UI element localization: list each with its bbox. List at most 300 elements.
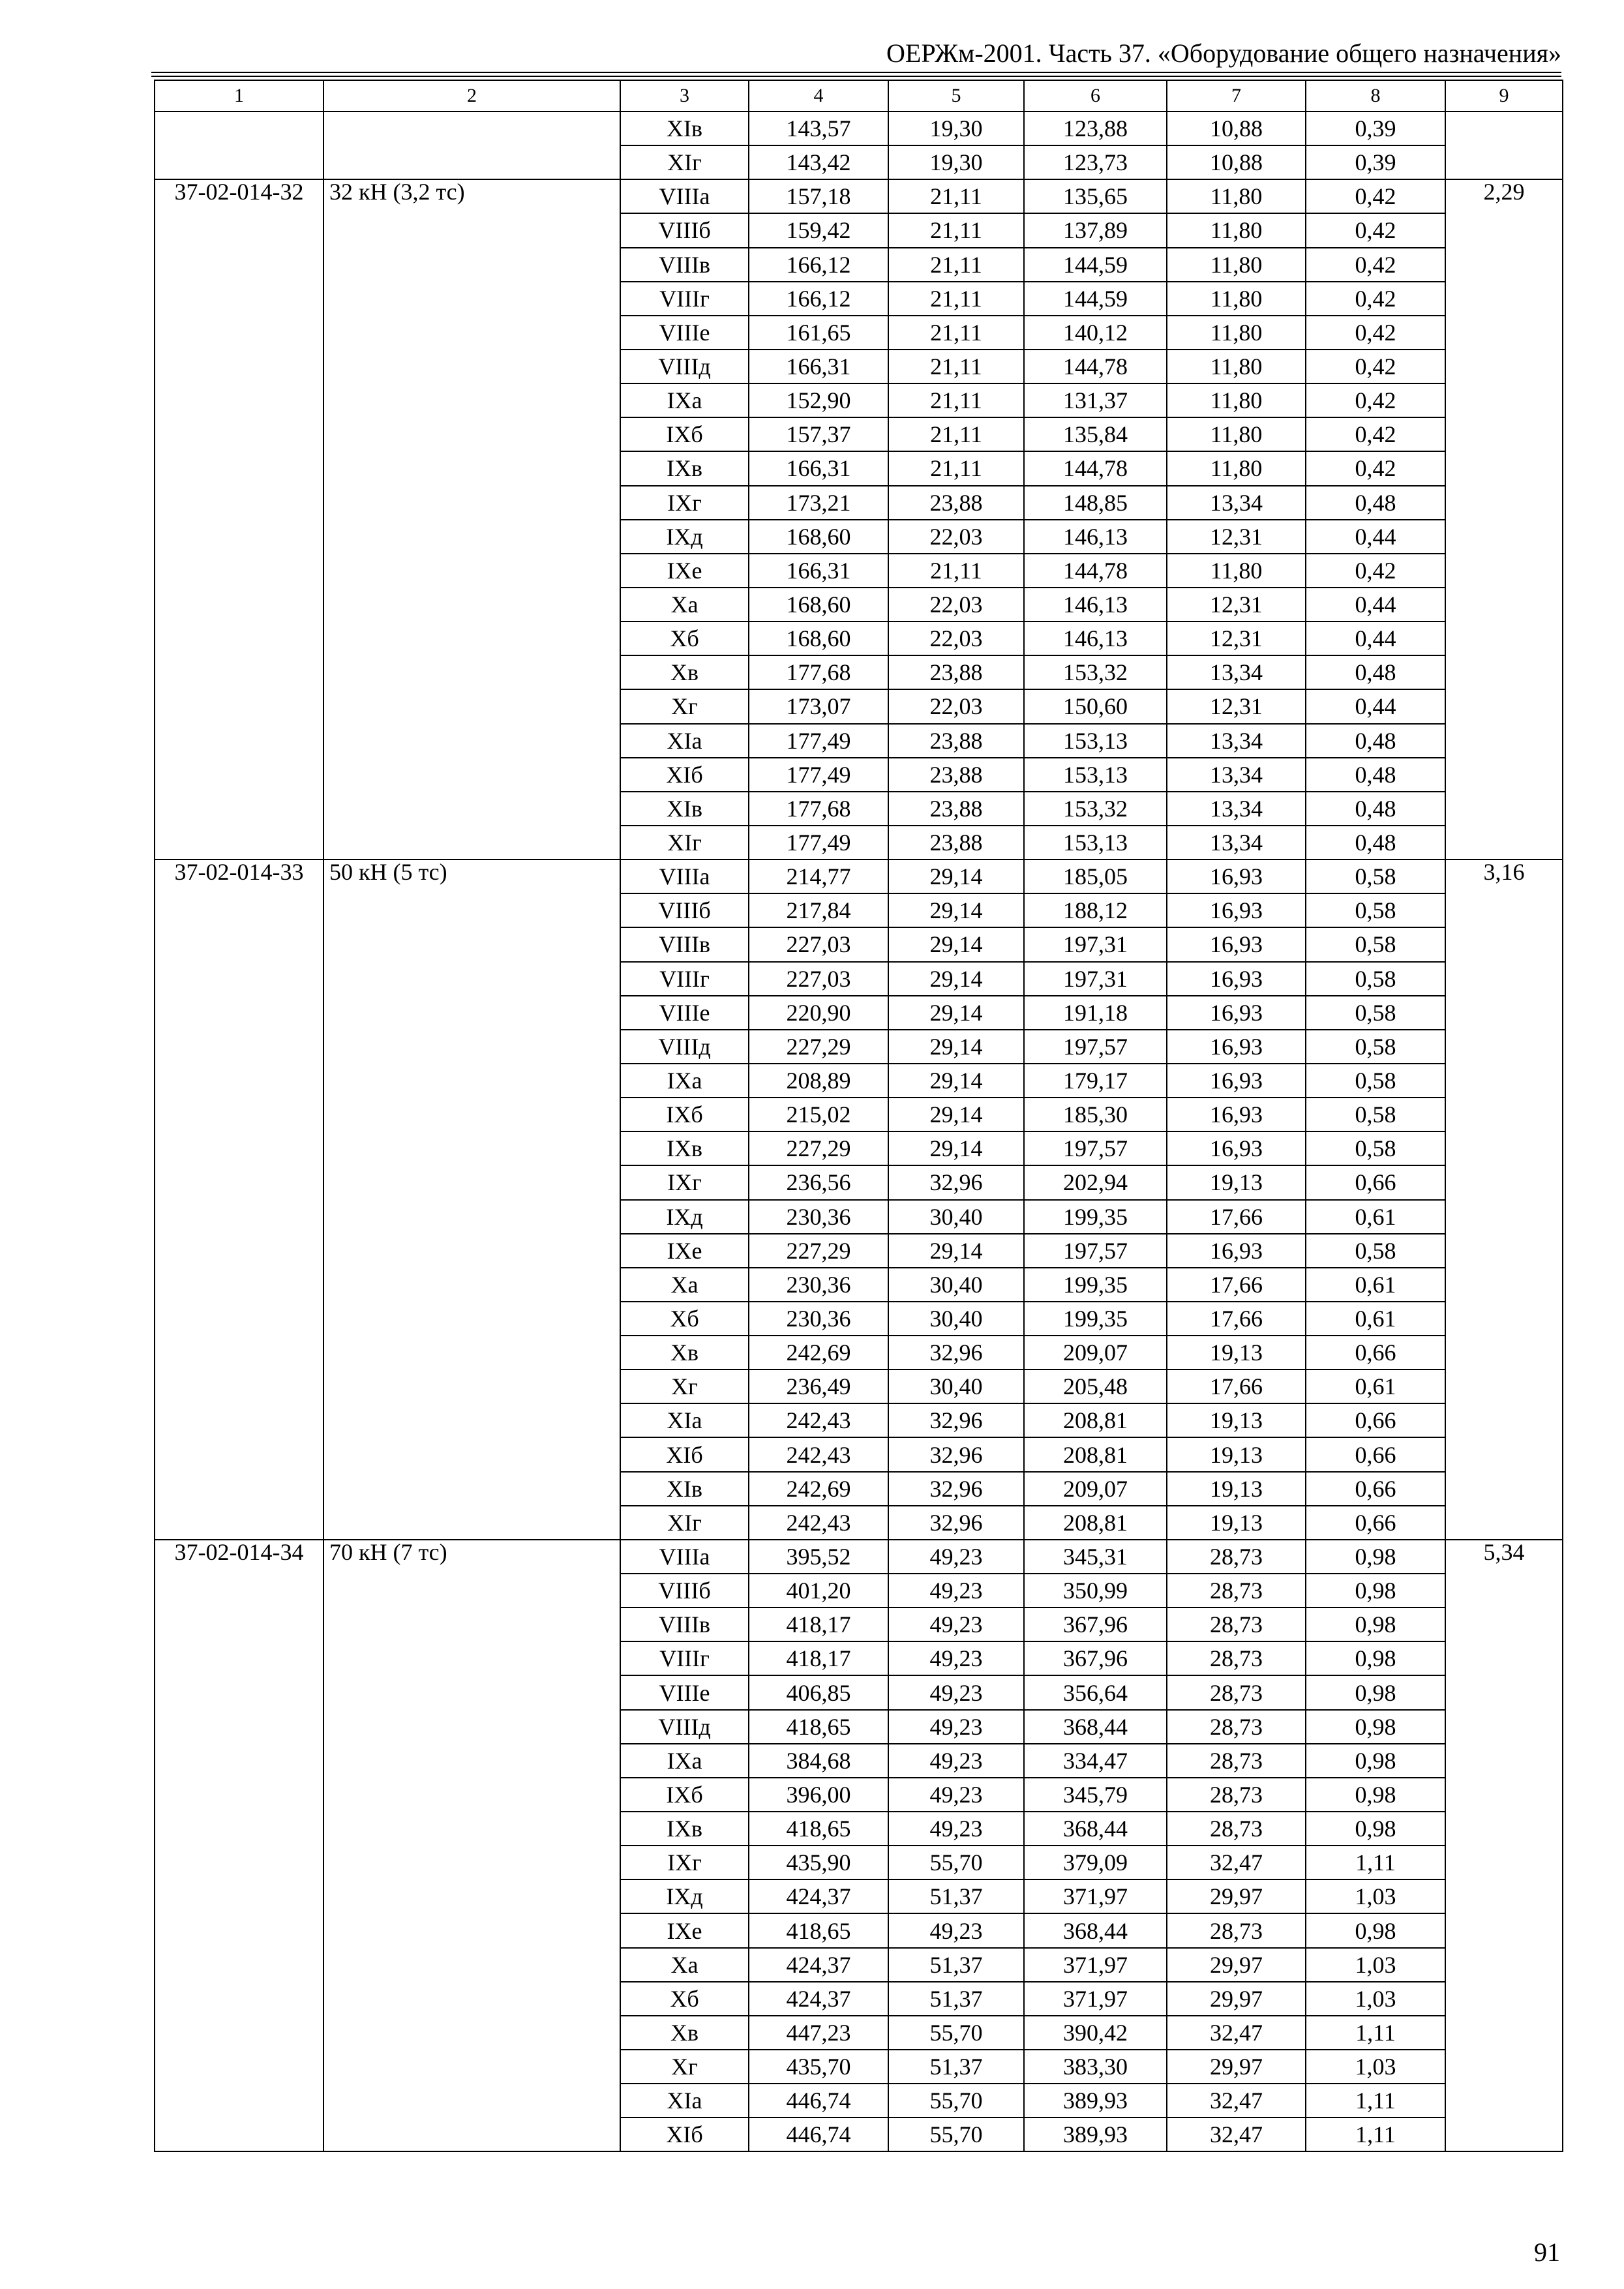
value-cell: 32,96 xyxy=(888,1472,1024,1506)
column-number: 3 xyxy=(620,80,749,112)
value-cell: 16,93 xyxy=(1167,996,1306,1030)
value-cell: 177,49 xyxy=(749,724,888,758)
value-cell: 21,11 xyxy=(888,554,1024,588)
value-cell: 220,90 xyxy=(749,996,888,1030)
value-cell: 29,97 xyxy=(1167,2050,1306,2084)
value-cell: 0,48 xyxy=(1306,758,1445,792)
value-cell: 197,57 xyxy=(1024,1131,1167,1165)
value-cell: 32,47 xyxy=(1167,1846,1306,1879)
value-cell: 227,29 xyxy=(749,1234,888,1268)
zone-cell: Xг xyxy=(620,1369,749,1403)
zone-cell: VIIIа xyxy=(620,179,749,213)
zone-cell: IXд xyxy=(620,520,749,554)
value-cell: 21,11 xyxy=(888,417,1024,451)
value-cell: 29,14 xyxy=(888,962,1024,996)
value-cell: 202,94 xyxy=(1024,1165,1167,1199)
value-cell: 435,70 xyxy=(749,2050,888,2084)
zone-cell: VIIIб xyxy=(620,213,749,247)
zone-cell: Xв xyxy=(620,2016,749,2050)
value-cell: 389,93 xyxy=(1024,2117,1167,2151)
value-cell: 0,98 xyxy=(1306,1710,1445,1744)
value-cell: 379,09 xyxy=(1024,1846,1167,1879)
value-cell: 21,11 xyxy=(888,350,1024,383)
value-cell: 0,58 xyxy=(1306,1234,1445,1268)
zone-cell: Xб xyxy=(620,1302,749,1336)
value-cell: 13,34 xyxy=(1167,758,1306,792)
value-cell: 0,58 xyxy=(1306,996,1445,1030)
column-number: 5 xyxy=(888,80,1024,112)
zone-cell: XIв xyxy=(620,112,749,145)
zone-cell: IXв xyxy=(620,1812,749,1846)
value-cell: 0,42 xyxy=(1306,248,1445,282)
item-total: 3,16 xyxy=(1445,860,1563,1540)
value-cell: 177,68 xyxy=(749,792,888,826)
value-cell: 12,31 xyxy=(1167,520,1306,554)
value-cell: 16,93 xyxy=(1167,893,1306,927)
value-cell: 21,11 xyxy=(888,248,1024,282)
value-cell: 208,89 xyxy=(749,1064,888,1098)
value-cell: 395,52 xyxy=(749,1540,888,1574)
value-cell: 28,73 xyxy=(1167,1641,1306,1675)
value-cell: 242,69 xyxy=(749,1472,888,1506)
value-cell: 0,98 xyxy=(1306,1608,1445,1641)
value-cell: 0,61 xyxy=(1306,1268,1445,1302)
value-cell: 0,98 xyxy=(1306,1913,1445,1947)
value-cell: 30,40 xyxy=(888,1302,1024,1336)
column-number: 9 xyxy=(1445,80,1563,112)
zone-cell: VIIIе xyxy=(620,996,749,1030)
value-cell: 23,88 xyxy=(888,758,1024,792)
value-cell: 0,48 xyxy=(1306,826,1445,860)
value-cell: 1,11 xyxy=(1306,2117,1445,2151)
value-cell: 11,80 xyxy=(1167,179,1306,213)
value-cell: 242,43 xyxy=(749,1437,888,1471)
value-cell: 0,39 xyxy=(1306,112,1445,145)
value-cell: 17,66 xyxy=(1167,1369,1306,1403)
item-code: 37-02-014-34 xyxy=(155,1540,323,2152)
value-cell: 144,78 xyxy=(1024,451,1167,485)
value-cell: 446,74 xyxy=(749,2117,888,2151)
value-cell: 424,37 xyxy=(749,1982,888,2016)
value-cell: 227,03 xyxy=(749,962,888,996)
value-cell: 32,96 xyxy=(888,1437,1024,1471)
value-cell: 1,03 xyxy=(1306,1948,1445,1982)
value-cell: 185,05 xyxy=(1024,860,1167,893)
zone-cell: IXа xyxy=(620,1064,749,1098)
value-cell: 51,37 xyxy=(888,1948,1024,1982)
value-cell: 29,97 xyxy=(1167,1982,1306,2016)
value-cell: 345,31 xyxy=(1024,1540,1167,1574)
value-cell: 29,14 xyxy=(888,1064,1024,1098)
value-cell: 230,36 xyxy=(749,1200,888,1234)
value-cell: 49,23 xyxy=(888,1778,1024,1812)
value-cell: 16,93 xyxy=(1167,1030,1306,1064)
table-row xyxy=(155,179,1563,213)
value-cell: 0,42 xyxy=(1306,282,1445,316)
value-cell: 28,73 xyxy=(1167,1913,1306,1947)
value-cell: 1,11 xyxy=(1306,1846,1445,1879)
zone-cell: XIа xyxy=(620,1403,749,1437)
value-cell: 447,23 xyxy=(749,2016,888,2050)
value-cell: 21,11 xyxy=(888,179,1024,213)
zone-cell: XIа xyxy=(620,724,749,758)
value-cell: 153,32 xyxy=(1024,792,1167,826)
value-cell: 209,07 xyxy=(1024,1472,1167,1506)
item-total: 2,29 xyxy=(1445,179,1563,860)
value-cell: 418,65 xyxy=(749,1913,888,1947)
value-cell: 166,12 xyxy=(749,282,888,316)
value-cell: 135,65 xyxy=(1024,179,1167,213)
value-cell: 153,32 xyxy=(1024,655,1167,689)
value-cell: 1,03 xyxy=(1306,2050,1445,2084)
value-cell: 0,44 xyxy=(1306,588,1445,621)
value-cell: 32,96 xyxy=(888,1403,1024,1437)
page-number: 91 xyxy=(1534,2237,1560,2267)
value-cell: 11,80 xyxy=(1167,282,1306,316)
item-code: 37-02-014-32 xyxy=(155,179,323,860)
value-cell: 51,37 xyxy=(888,1982,1024,2016)
zone-cell: XIг xyxy=(620,145,749,179)
value-cell: 0,98 xyxy=(1306,1540,1445,1574)
value-cell: 230,36 xyxy=(749,1268,888,1302)
value-cell: 159,42 xyxy=(749,213,888,247)
zone-cell: XIа xyxy=(620,2084,749,2117)
value-cell: 12,31 xyxy=(1167,588,1306,621)
value-cell: 144,78 xyxy=(1024,350,1167,383)
page-header: ОЕРЖм-2001. Часть 37. «Оборудование общего назначения» xyxy=(886,38,1561,68)
value-cell: 28,73 xyxy=(1167,1710,1306,1744)
zone-cell: XIб xyxy=(620,1437,749,1471)
value-cell: 0,61 xyxy=(1306,1200,1445,1234)
value-cell: 446,74 xyxy=(749,2084,888,2117)
value-cell: 28,73 xyxy=(1167,1675,1306,1709)
value-cell: 384,68 xyxy=(749,1744,888,1778)
table-row xyxy=(155,860,1563,893)
value-cell: 146,13 xyxy=(1024,520,1167,554)
value-cell: 32,96 xyxy=(888,1165,1024,1199)
zone-cell: IXа xyxy=(620,383,749,417)
value-cell: 28,73 xyxy=(1167,1574,1306,1608)
value-cell: 153,13 xyxy=(1024,758,1167,792)
value-cell: 0,66 xyxy=(1306,1506,1445,1540)
zone-cell: Xг xyxy=(620,2050,749,2084)
value-cell: 0,66 xyxy=(1306,1403,1445,1437)
value-cell: 177,49 xyxy=(749,758,888,792)
value-cell: 28,73 xyxy=(1167,1608,1306,1641)
zone-cell: VIIIв xyxy=(620,927,749,961)
value-cell: 148,85 xyxy=(1024,486,1167,520)
zone-cell: XIб xyxy=(620,758,749,792)
zone-cell: IXд xyxy=(620,1879,749,1913)
value-cell: 0,48 xyxy=(1306,724,1445,758)
value-cell: 208,81 xyxy=(1024,1506,1167,1540)
value-cell: 242,69 xyxy=(749,1336,888,1369)
value-cell: 188,12 xyxy=(1024,893,1167,927)
value-cell: 17,66 xyxy=(1167,1302,1306,1336)
value-cell: 28,73 xyxy=(1167,1812,1306,1846)
value-cell: 135,84 xyxy=(1024,417,1167,451)
value-cell: 173,07 xyxy=(749,689,888,723)
value-cell: 401,20 xyxy=(749,1574,888,1608)
value-cell: 32,96 xyxy=(888,1506,1024,1540)
zone-cell: IXб xyxy=(620,1778,749,1812)
column-number: 6 xyxy=(1024,80,1167,112)
value-cell: 55,70 xyxy=(888,2084,1024,2117)
table-row xyxy=(155,1540,1563,1574)
value-cell: 166,31 xyxy=(749,451,888,485)
price-table xyxy=(154,80,1563,2152)
value-cell: 19,30 xyxy=(888,112,1024,145)
value-cell: 49,23 xyxy=(888,1675,1024,1709)
value-cell: 10,88 xyxy=(1167,112,1306,145)
value-cell: 23,88 xyxy=(888,724,1024,758)
zone-cell: IXг xyxy=(620,486,749,520)
value-cell: 0,44 xyxy=(1306,520,1445,554)
value-cell: 23,88 xyxy=(888,655,1024,689)
value-cell: 0,58 xyxy=(1306,1030,1445,1064)
item-name: 50 кН (5 тс) xyxy=(323,860,620,1540)
value-cell: 191,18 xyxy=(1024,996,1167,1030)
value-cell: 179,17 xyxy=(1024,1064,1167,1098)
value-cell: 11,80 xyxy=(1167,417,1306,451)
zone-cell: VIIIа xyxy=(620,1540,749,1574)
value-cell: 49,23 xyxy=(888,1710,1024,1744)
value-cell: 11,80 xyxy=(1167,248,1306,282)
value-cell: 13,34 xyxy=(1167,724,1306,758)
zone-cell: VIIIд xyxy=(620,1710,749,1744)
value-cell: 144,59 xyxy=(1024,282,1167,316)
value-cell: 0,66 xyxy=(1306,1472,1445,1506)
value-cell: 215,02 xyxy=(749,1098,888,1131)
value-cell: 29,14 xyxy=(888,893,1024,927)
value-cell: 29,14 xyxy=(888,1030,1024,1064)
value-cell: 143,57 xyxy=(749,112,888,145)
item-name xyxy=(323,112,620,179)
value-cell: 166,31 xyxy=(749,554,888,588)
value-cell: 157,18 xyxy=(749,179,888,213)
value-cell: 11,80 xyxy=(1167,350,1306,383)
zone-cell: Xа xyxy=(620,588,749,621)
zone-cell: VIIIб xyxy=(620,1574,749,1608)
value-cell: 0,48 xyxy=(1306,486,1445,520)
value-cell: 371,97 xyxy=(1024,1982,1167,2016)
value-cell: 0,66 xyxy=(1306,1165,1445,1199)
value-cell: 236,49 xyxy=(749,1369,888,1403)
value-cell: 22,03 xyxy=(888,689,1024,723)
value-cell: 197,31 xyxy=(1024,962,1167,996)
value-cell: 55,70 xyxy=(888,1846,1024,1879)
value-cell: 19,13 xyxy=(1167,1506,1306,1540)
value-cell: 30,40 xyxy=(888,1268,1024,1302)
value-cell: 16,93 xyxy=(1167,1064,1306,1098)
zone-cell: IXв xyxy=(620,451,749,485)
value-cell: 12,31 xyxy=(1167,689,1306,723)
column-number: 4 xyxy=(749,80,888,112)
zone-cell: IXе xyxy=(620,1913,749,1947)
value-cell: 21,11 xyxy=(888,316,1024,350)
value-cell: 334,47 xyxy=(1024,1744,1167,1778)
value-cell: 23,88 xyxy=(888,792,1024,826)
value-cell: 22,03 xyxy=(888,520,1024,554)
zone-cell: IXа xyxy=(620,1744,749,1778)
value-cell: 435,90 xyxy=(749,1846,888,1879)
value-cell: 367,96 xyxy=(1024,1608,1167,1641)
value-cell: 418,17 xyxy=(749,1641,888,1675)
zone-cell: VIIIг xyxy=(620,282,749,316)
zone-cell: IXб xyxy=(620,417,749,451)
zone-cell: XIг xyxy=(620,1506,749,1540)
value-cell: 29,14 xyxy=(888,860,1024,893)
value-cell: 368,44 xyxy=(1024,1710,1167,1744)
value-cell: 13,34 xyxy=(1167,655,1306,689)
value-cell: 13,34 xyxy=(1167,486,1306,520)
value-cell: 30,40 xyxy=(888,1369,1024,1403)
value-cell: 177,68 xyxy=(749,655,888,689)
value-cell: 32,47 xyxy=(1167,2084,1306,2117)
value-cell: 350,99 xyxy=(1024,1574,1167,1608)
value-cell: 11,80 xyxy=(1167,213,1306,247)
value-cell: 177,49 xyxy=(749,826,888,860)
value-cell: 0,42 xyxy=(1306,417,1445,451)
value-cell: 371,97 xyxy=(1024,1879,1167,1913)
item-name: 32 кН (3,2 тс) xyxy=(323,179,620,860)
item-code xyxy=(155,112,323,179)
value-cell: 13,34 xyxy=(1167,792,1306,826)
value-cell: 28,73 xyxy=(1167,1540,1306,1574)
value-cell: 0,42 xyxy=(1306,350,1445,383)
value-cell: 185,30 xyxy=(1024,1098,1167,1131)
value-cell: 1,03 xyxy=(1306,1982,1445,2016)
value-cell: 418,65 xyxy=(749,1812,888,1846)
value-cell: 12,31 xyxy=(1167,621,1306,655)
value-cell: 153,13 xyxy=(1024,826,1167,860)
zone-cell: XIг xyxy=(620,826,749,860)
value-cell: 29,97 xyxy=(1167,1948,1306,1982)
value-cell: 19,13 xyxy=(1167,1336,1306,1369)
value-cell: 29,14 xyxy=(888,1098,1024,1131)
value-cell: 0,48 xyxy=(1306,792,1445,826)
column-number: 2 xyxy=(323,80,620,112)
value-cell: 21,11 xyxy=(888,383,1024,417)
value-cell: 197,57 xyxy=(1024,1030,1167,1064)
value-cell: 146,13 xyxy=(1024,588,1167,621)
value-cell: 236,56 xyxy=(749,1165,888,1199)
value-cell: 371,97 xyxy=(1024,1948,1167,1982)
value-cell: 21,11 xyxy=(888,451,1024,485)
value-cell: 137,89 xyxy=(1024,213,1167,247)
value-cell: 144,78 xyxy=(1024,554,1167,588)
zone-cell: IXе xyxy=(620,554,749,588)
value-cell: 157,37 xyxy=(749,417,888,451)
value-cell: 0,42 xyxy=(1306,554,1445,588)
value-cell: 131,37 xyxy=(1024,383,1167,417)
value-cell: 0,98 xyxy=(1306,1574,1445,1608)
value-cell: 356,64 xyxy=(1024,1675,1167,1709)
value-cell: 368,44 xyxy=(1024,1812,1167,1846)
zone-cell: Xа xyxy=(620,1268,749,1302)
value-cell: 22,03 xyxy=(888,621,1024,655)
value-cell: 418,65 xyxy=(749,1710,888,1744)
value-cell: 168,60 xyxy=(749,520,888,554)
value-cell: 406,85 xyxy=(749,1675,888,1709)
value-cell: 424,37 xyxy=(749,1948,888,1982)
zone-cell: VIIIд xyxy=(620,1030,749,1064)
value-cell: 17,66 xyxy=(1167,1200,1306,1234)
value-cell: 32,47 xyxy=(1167,2016,1306,2050)
value-cell: 227,29 xyxy=(749,1131,888,1165)
value-cell: 197,57 xyxy=(1024,1234,1167,1268)
value-cell: 0,58 xyxy=(1306,1064,1445,1098)
value-cell: 0,42 xyxy=(1306,383,1445,417)
value-cell: 55,70 xyxy=(888,2117,1024,2151)
value-cell: 19,13 xyxy=(1167,1403,1306,1437)
value-cell: 0,58 xyxy=(1306,962,1445,996)
value-cell: 13,34 xyxy=(1167,826,1306,860)
value-cell: 0,98 xyxy=(1306,1641,1445,1675)
zone-cell: IXе xyxy=(620,1234,749,1268)
column-number-row xyxy=(155,80,1563,112)
value-cell: 29,97 xyxy=(1167,1879,1306,1913)
value-cell: 0,42 xyxy=(1306,179,1445,213)
value-cell: 49,23 xyxy=(888,1812,1024,1846)
value-cell: 28,73 xyxy=(1167,1778,1306,1812)
value-cell: 1,03 xyxy=(1306,1879,1445,1913)
column-number: 1 xyxy=(155,80,323,112)
value-cell: 242,43 xyxy=(749,1506,888,1540)
value-cell: 49,23 xyxy=(888,1744,1024,1778)
item-total xyxy=(1445,112,1563,179)
value-cell: 0,58 xyxy=(1306,1131,1445,1165)
value-cell: 29,14 xyxy=(888,1234,1024,1268)
value-cell: 51,37 xyxy=(888,2050,1024,2084)
value-cell: 0,61 xyxy=(1306,1302,1445,1336)
value-cell: 168,60 xyxy=(749,621,888,655)
value-cell: 0,58 xyxy=(1306,893,1445,927)
value-cell: 383,30 xyxy=(1024,2050,1167,2084)
value-cell: 10,88 xyxy=(1167,145,1306,179)
value-cell: 166,31 xyxy=(749,350,888,383)
value-cell: 217,84 xyxy=(749,893,888,927)
zone-cell: XIб xyxy=(620,2117,749,2151)
value-cell: 32,47 xyxy=(1167,2117,1306,2151)
value-cell: 49,23 xyxy=(888,1540,1024,1574)
value-cell: 0,98 xyxy=(1306,1675,1445,1709)
value-cell: 152,90 xyxy=(749,383,888,417)
column-number: 8 xyxy=(1306,80,1445,112)
value-cell: 227,29 xyxy=(749,1030,888,1064)
zone-cell: Xв xyxy=(620,1336,749,1369)
zone-cell: VIIIб xyxy=(620,893,749,927)
value-cell: 29,14 xyxy=(888,1131,1024,1165)
zone-cell: XIв xyxy=(620,1472,749,1506)
value-cell: 144,59 xyxy=(1024,248,1167,282)
value-cell: 161,65 xyxy=(749,316,888,350)
zone-cell: VIIIа xyxy=(620,860,749,893)
value-cell: 16,93 xyxy=(1167,1234,1306,1268)
value-cell: 17,66 xyxy=(1167,1268,1306,1302)
value-cell: 173,21 xyxy=(749,486,888,520)
value-cell: 0,39 xyxy=(1306,145,1445,179)
table-row xyxy=(155,112,1563,145)
value-cell: 1,11 xyxy=(1306,2084,1445,2117)
value-cell: 390,42 xyxy=(1024,2016,1167,2050)
value-cell: 23,88 xyxy=(888,826,1024,860)
value-cell: 23,88 xyxy=(888,486,1024,520)
value-cell: 32,96 xyxy=(888,1336,1024,1369)
value-cell: 11,80 xyxy=(1167,451,1306,485)
value-cell: 209,07 xyxy=(1024,1336,1167,1369)
zone-cell: VIIIе xyxy=(620,316,749,350)
